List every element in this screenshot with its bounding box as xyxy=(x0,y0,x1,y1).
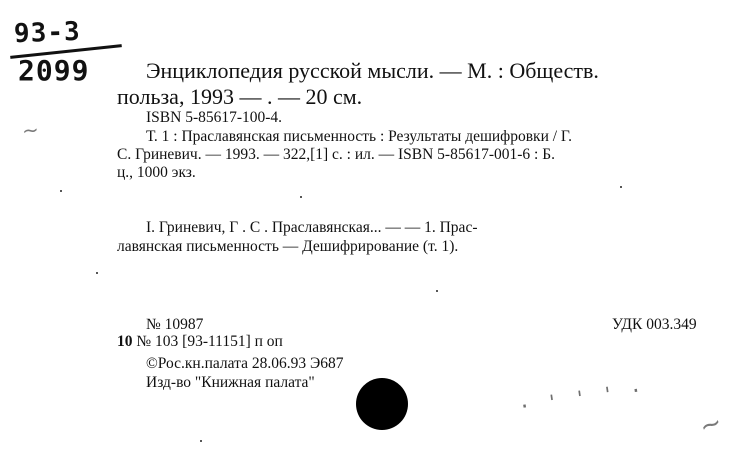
corner-scribble: ~ xyxy=(695,407,727,443)
publisher-line: Изд-во "Книжная палата" xyxy=(146,374,315,391)
title-line-2: польза, 1993 — . — 20 см. xyxy=(117,84,363,109)
margin-scribble: ~ xyxy=(20,117,40,143)
volume-line-3: ц., 1000 экз. xyxy=(117,164,196,181)
volume-line-2: С. Гриневич. — 1993. — 322,[1] с. : ил. — ISBN 5-85617-001-6 : Б. xyxy=(117,146,555,163)
publication-number-prefix: 10 xyxy=(117,333,133,350)
speck xyxy=(96,272,98,274)
volume-line-1: Т. 1 : Праславянская письменность : Результаты дешифровки / Г. xyxy=(146,128,573,145)
index-line-2: лавянская письменность — Дешифрирование (т. 1). xyxy=(117,238,459,255)
handwritten-shelf-mark: 93-3 xyxy=(13,16,82,50)
publication-number-line xyxy=(117,333,283,351)
speck xyxy=(620,186,622,188)
speck xyxy=(200,440,202,442)
title-line-1: Энциклопедия русской мысли. — М. : Обществ. xyxy=(146,58,599,83)
speck xyxy=(60,190,62,192)
speck xyxy=(300,196,302,198)
speck xyxy=(436,290,438,292)
isbn-line: ISBN 5-85617-100-4. xyxy=(146,109,283,126)
record-number: № 10987 xyxy=(146,316,204,333)
publication-number: № 103 [93-11151] п оп xyxy=(136,333,283,350)
punch-hole xyxy=(356,378,408,430)
faint-stamp-mark: · ' ' ' · xyxy=(516,377,646,419)
copyright-line: ©Рос.кн.палата 28.06.93 Э687 xyxy=(146,355,344,372)
index-line-1: I. Гриневич, Г . С . Праславянская... — — 1. Прас- xyxy=(146,219,478,236)
udk-code: УДК 003.349 xyxy=(612,316,697,333)
handwritten-inventory-number: 2099 xyxy=(18,54,90,87)
